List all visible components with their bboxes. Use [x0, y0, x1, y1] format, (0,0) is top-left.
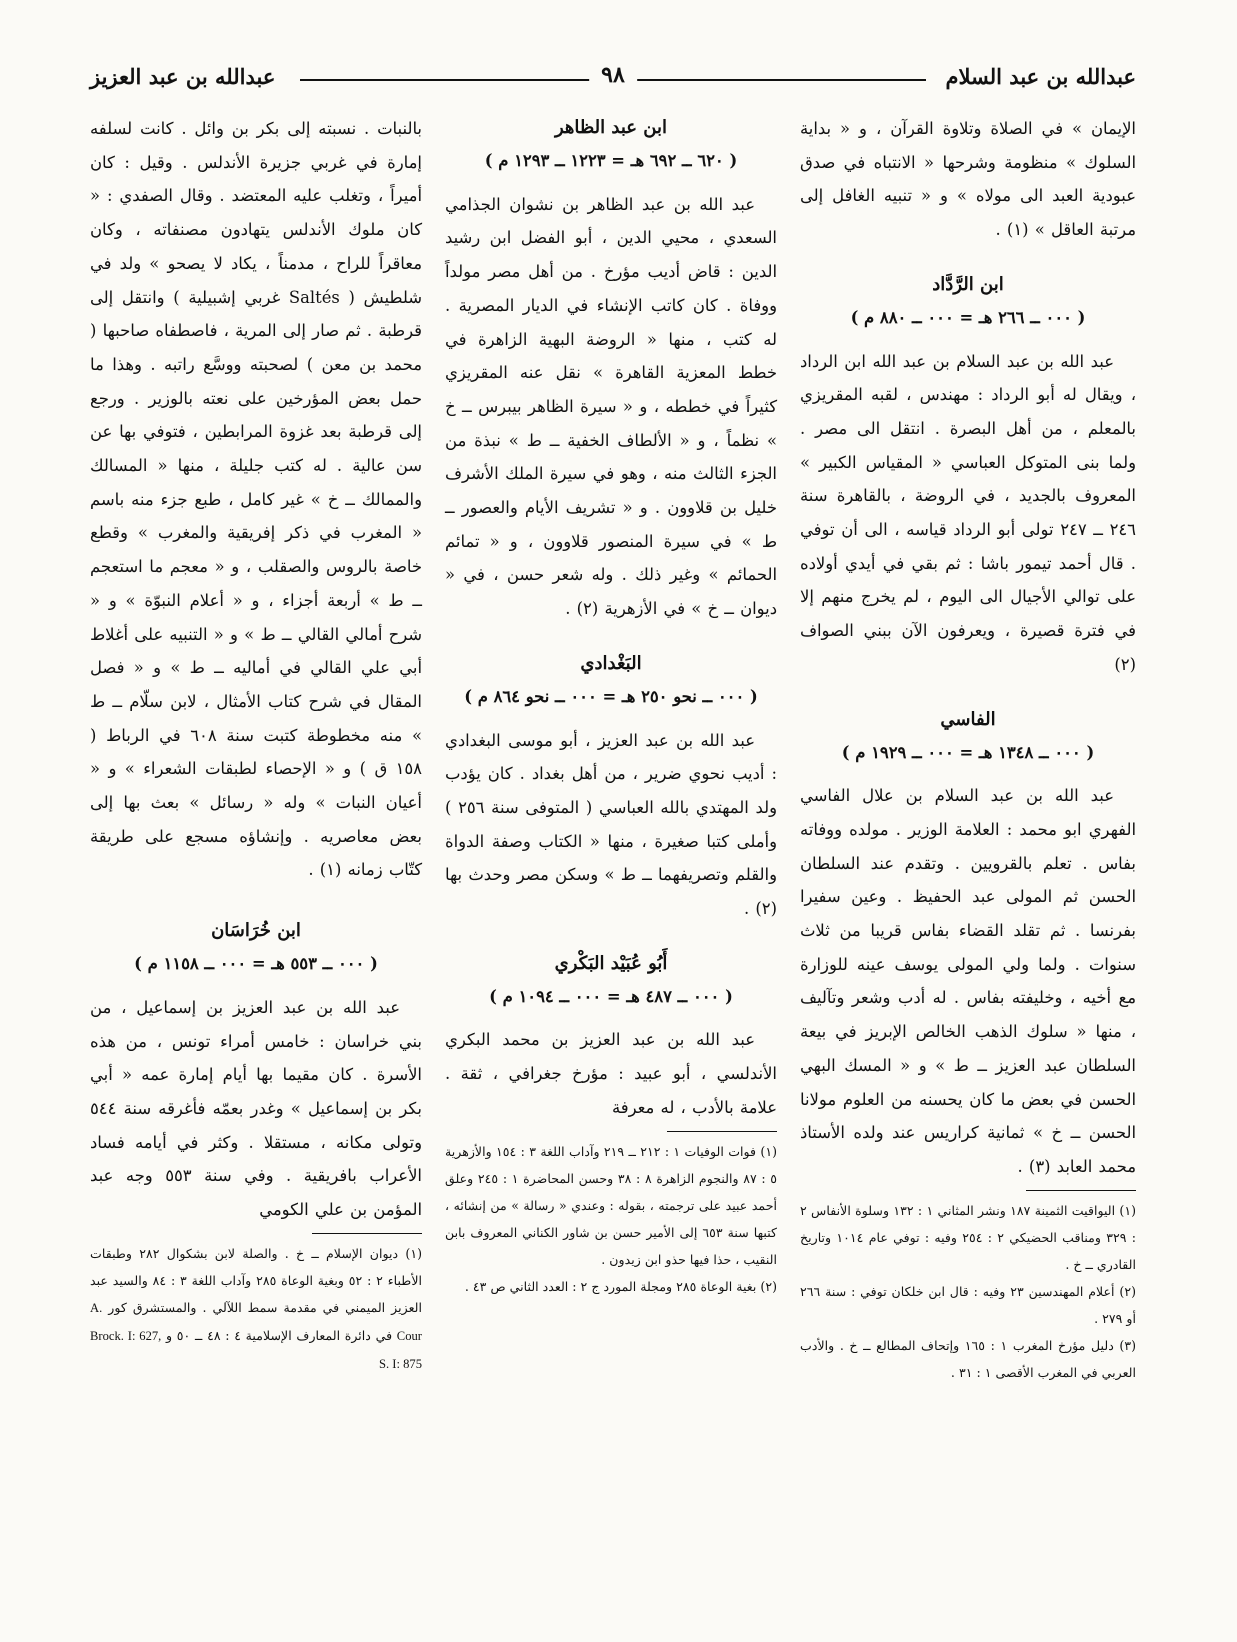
footnote: (١) فوات الوفيات ١ : ٢١٢ ــ ٢١٩ وآداب اللغة ٣ : ١٥٤ والأزهرية ٥ : ٨٧ والنجوم الزاهرة ٨ : ٣٨ وحسن المحاضرة ١ : ٢٤٥ وعلق أحمد عبيد على ترجمته ، بقوله : وعندي « رسالة » من إنشائه ، كتبها سنة ٦٥٣ إلى الأمير حسن بن شاور الكناني المعروف بابن النقيب ، حذا فيها حذو ابن زيدون . [445, 1143, 778, 1267]
entry-text: عبد الله بن عبد العزيز بن محمد البكري الأندلسي ، أبو عبيد : مؤرخ جغرافي ، ثقة . علامة بالأدب ، له معرفة [445, 1030, 777, 1117]
footnote: (٢) بغية الوعاة ٢٨٥ ومجلة المورد ج ٢ : العدد الثاني ص ٤٣ . [464, 1278, 777, 1294]
entry-title: ابن عبد الظاهر [554, 117, 668, 138]
column-left [90, 112, 422, 1378]
footnote-latin: A. Cour [90, 1300, 422, 1343]
footnote: (١) اليواقيت الثمينة ١٨٧ ونشر المثاني ١ : ١٣٢ وسلوة الأنفاس ٢ : ٣٢٩ ومناقب الحضيكي ٢ : ٢٥٤ وفيه : توفي عام ١٠١٤ وتاريخ القادري ــ خ . [800, 1202, 1137, 1272]
continued-text: الإيمان » في الصلاة وتلاوة القرآن ، و « بداية السلوك » منظومة وشرحها « الانتباه في صدق عبودية العبد الى مولاه » و « تنبيه الغافل إلى مرتبة العاقل » (١) . [800, 119, 1136, 240]
entry-dates: ( ٠٠٠ ــ نحو ٢٥٠ هـ = ٠٠٠ ــ نحو ٨٦٤ م ) [464, 686, 758, 706]
entry-title: الفاسي [940, 708, 996, 730]
footnote-separator [1026, 1190, 1136, 1191]
column-right [800, 112, 1136, 1386]
header-rule-left [300, 79, 596, 81]
entry-dates: ( ٠٠٠ ــ ٤٨٧ هـ = ٠٠٠ ــ ١٠٩٤ م ) [489, 986, 733, 1006]
footnotes [90, 1240, 422, 1378]
entry-title: ابن الرَّدَّاد [932, 273, 1004, 295]
header-left-title: عبدالله بن عبد العزيز [90, 64, 276, 89]
entry-dates: ( ٦٢٠ ــ ٦٩٢ هـ = ١٢٢٣ ــ ١٢٩٣ م ) [484, 151, 738, 170]
column-middle [445, 112, 777, 1300]
entry-text: عبد الله بن عبد السلام بن علال الفاسي الفهري ابو محمد : العلامة الوزير . مولده ووفاته بفاس . تعلم بالقرويين . وتقدم عند السلطان الحسن ثم المولى عبد الحفيظ . وعين سفيرا بفرنسا . ثم تقلد القضاء بفاس قريبا من ثلاث سنوات . ولما ولي المولى يوسف عينه للوزارة مع أخيه ، وخليفته بفاس . له أدب وشعر وتآليف ، منها « سلوك الذهب الخالص الإبريز في بيعة السلطان عبد العزيز ــ ط » و « المسك البهي الحسن في بعض ما كان يحسنه من العلوم مولانا الحسن ــ خ » ثمانية كراريس عند ولده الأستاذ محمد العابد (٣) . [800, 786, 1136, 1176]
entry-dates: ( ٠٠٠ ــ ٢٦٦ هـ = ٠٠٠ ــ ٨٨٠ م ) [850, 307, 1086, 327]
entry-title: أَبُو عُبَيْد البَكْري [554, 952, 668, 974]
running-header [90, 60, 1136, 100]
entry-title: ابن خُرَاسَان [211, 920, 301, 942]
entry-title: البَغْدادي [580, 652, 642, 674]
page-number: ٩٨ [589, 62, 637, 88]
entry-dates: ( ٠٠٠ ــ ١٣٤٨ هـ = ٠٠٠ ــ ١٩٢٩ م ) [841, 742, 1095, 762]
footnote-separator [312, 1233, 422, 1234]
entry-text: عبد الله بن عبد العزيز ، أبو موسى البغدادي : أديب نحوي ضرير ، من أهل بغداد . كان يؤدب ولد المهتدي بالله العباسي ( المتوفى سنة ٢٥٦ ) وأملى كتبا صغيرة ، منها « الكتاب وصفة الدواة والقلم وتصريفهما ــ ط » وسكن مصر وحدث بها (٢) . [445, 730, 778, 919]
footnote: (٣) دليل مؤرخ المغرب ١ : ١٦٥ وإتحاف المطالع ــ خ . والأدب العربي في المغرب الأقصى ١ : ٣١ . [800, 1337, 1136, 1380]
entry-text: عبد الله بن عبد العزيز بن إسماعيل ، من بني خراسان : خامس أمراء تونس ، من هذه الأسرة . كان مقيما بها أيام إمارة عمه « أبي بكر بن إسماعيل » وغدر بعمّه فأغرقه سنة ٥٤٤ وتولى مكانه ، مستقلا . وكثر في أيامه فساد الأعراب بافريقية . وفي سنة ٥٥٣ وجه عبد المؤمن بن علي الكومي [90, 997, 422, 1220]
footnote-latin: Brock. I: 627, S. I: 875 [90, 1328, 422, 1371]
continued-text: بالنبات . نسبته إلى بكر بن وائل . كانت لسلفه إمارة في غربي جزيرة الأندلس . وقيل : كان أميراً ، وتغلب عليه المعتضد . وقال الصفدي : « كان ملوك الأندلس يتهادون مصنفاته ، وكان معاقراً للراح ، مدمناً ، يكاد لا يصحو » ولد في شلطيش ( Saltés غربي إشبيلية ) وانتقل إلى قرطبة . ثم صار إلى المرية ، فاصطفاه صاحبها ( محمد بن معن ) لصحبته ووسَّع راتبه . وهذا ما حمل بعض المؤرخين على نعته بالوزير . ورجع إلى قرطبة بعد غزوة المرابطين ، فتوفي بها عن سن عالية . له كتب جليلة ، منها « المسالك والممالك ــ خ » غير كامل ، طبع جزء منه باسم « المغرب في ذكر إفريقية والمغرب » وقطع خاصة بالروس والصقلب ، و « معجم ما استعجم ــ ط » أربعة أجزاء ، و « أعلام النبوّة » و « شرح أمالي القالي ــ ط » و « التنبيه على أغلاط أبي علي القالي في أماليه ــ ط » و « فصل المقال في شرح كتاب الأمثال ، لابن سلّام ــ ط » منه مخطوطة كتبت سنة ٦٠٨ في الرباط ( ١٥٨ ق ) و « الإحصاء لطبقات الشعراء » و « أعيان النبات » وله « رسائل » بعث بها إلى بعض معاصريه . وإنشاؤه مسجع على طريقة كتّاب زمانه (١) . [90, 119, 423, 880]
header-rule-right [630, 79, 926, 81]
footnote-text: (١) ديوان الإسلام ــ خ . والصلة لابن بشكوال ٢٨٢ وطبقات الأطباء ٢ : ٥٢ وبغية الوعاة ٢٨٥ وآداب اللغة ٣ : ٨٤ والسيد عبد العزيز الميمني في مقدمة سمط اللآلي . والمستشرق كور [90, 1245, 423, 1315]
footnote-text: في دائرة المعارف الإسلامية ٤ : ٤٨ ــ ٥٠ و [166, 1327, 393, 1343]
entry-text: عبد الله بن عبد السلام بن عبد الله ابن الرداد ، ويقال له أبو الرداد : مهندس ، لقبه المقريزي بالمعلم ، من أهل البصرة . انتقل الى مصر . ولما بنى المتوكل العباسي « المقياس الكبير » المعروف بالجديد ، في الروضة ، بالقاهرة سنة ٢٤٦ ــ ٢٤٧ تولى أبو الرداد قياسه ، الى أن توفي . قال أحمد تيمور باشا : ثم بقي في أيدي أولاده على توالي الأجيال الى اليوم ، لم يخرج منهم إلا في فترة قصيرة ، ويعرفون الآن ببني الصواف (٢) [800, 351, 1136, 674]
footnotes [800, 1197, 1136, 1386]
entry-dates: ( ٠٠٠ ــ ٥٥٣ هـ = ٠٠٠ ــ ١١٥٨ م ) [134, 954, 378, 974]
footnote [90, 1240, 422, 1378]
entry-text: عبد الله بن عبد الظاهر بن نشوان الجذامي السعدي ، محيي الدين ، أبو الفضل ابن رشيد الدين : قاض أديب مؤرخ . من أهل مصر مولداً ووفاة . كان كاتب الإنشاء في الديار المصرية . له كتب ، منها « الروضة البهية الزاهرة في خطط المعزية القاهرة » نقل عنه المقريزي كثيراً في خططه ، و « سيرة الظاهر بيبرس ــ خ » نظماً ، و « الألطاف الخفية ــ ط » نبذة من الجزء الثالث منه ، وهو في سيرة الملك الأشرف خليل بن قلاوون . و « تشريف الأيام والعصور ــ ط » في سيرة المنصور قلاوون ، و « تمائم الحمائم » وغير ذلك . وله شعر حسن ، في « ديوان ــ خ » في الأزهرية (٢) . [445, 194, 777, 619]
footnote-separator [667, 1131, 777, 1132]
footnote: (٢) أعلام المهندسين ٢٣ وفيه : قال ابن خلكان توفي : سنة ٢٦٦ أو ٢٧٩ . [800, 1283, 1136, 1326]
footnotes [445, 1138, 777, 1300]
header-right-title: عبدالله بن عبد السلام [945, 64, 1136, 89]
